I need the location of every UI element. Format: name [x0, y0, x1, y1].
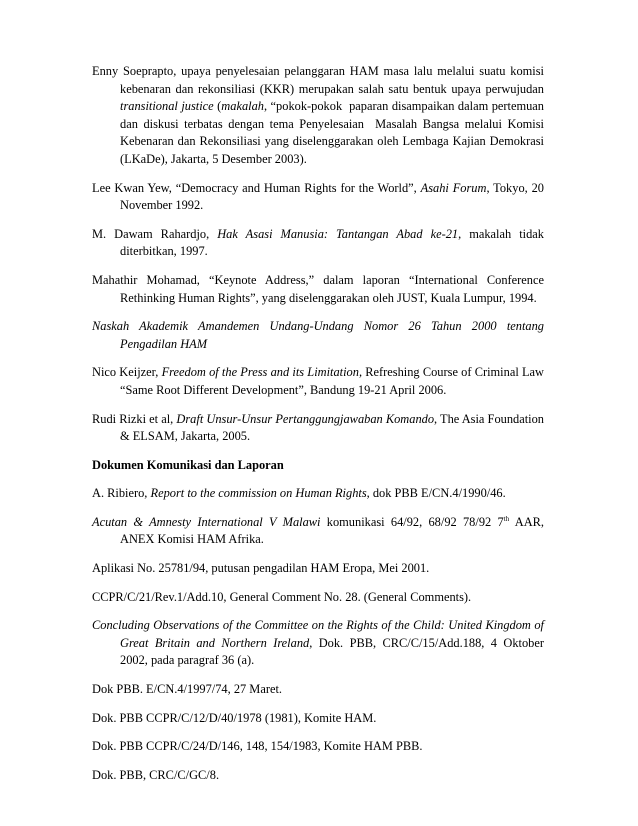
- text-run: , makalah tidak diterbitkan, 1997.: [120, 226, 548, 259]
- italic-text: Asahi Forum: [420, 180, 487, 195]
- reference-entry: [92, 272, 548, 307]
- text-run: M. Dawam Rahardjo,: [92, 226, 218, 241]
- text-run: , “pokok-pokok paparan disampaikan dalam pertemuan dan diskusi terbatas dengan tema Penyelesaian Masalah Bangsa melalui Komisi Kebenaran dan Rekonsiliasi yang diselenggarakan oleh Lembaga Kajian Demokrasi (LKaDe), Jakarta, 5 Desember 2003).: [120, 99, 548, 166]
- document-entry: [92, 738, 544, 756]
- document-entry: [92, 617, 548, 670]
- text-run: Dok. PBB CCPR/C/24/D/146, 148, 154/1983, Komite HAM PBB.: [92, 739, 423, 754]
- reference-entry: [92, 180, 548, 215]
- superscript-text: th: [503, 514, 510, 523]
- italic-text: Acutan & Amnesty International V Malawi: [92, 514, 321, 529]
- text-run: Mahathir Mohamad, “Keynote Address,” dalam laporan “International Conference Rethinking Human Rights”, yang diselenggarakan oleh JUST, Kuala Lumpur, 1994.: [92, 272, 548, 305]
- document-page: [92, 63, 548, 795]
- reference-list: [92, 63, 548, 446]
- italic-text: Draft Unsur-Unsur Pertanggungjawaban Komando: [176, 411, 435, 426]
- text-run: AAR, ANEX Komisi HAM Afrika.: [120, 514, 547, 547]
- text-run: Aplikasi No. 25781/94, putusan pengadilan HAM Eropa, Mei 2001.: [92, 561, 430, 576]
- text-run: komunikasi 64/92, 68/92 78/92 7: [320, 514, 504, 529]
- italic-text: Naskah Akademik Amandemen Undang-Undang Nomor 26 Tahun 2000 tentang Pengadilan HAM: [92, 319, 548, 351]
- reference-entry: [92, 63, 548, 169]
- text-run: (: [213, 99, 222, 114]
- reference-entry: [92, 226, 548, 261]
- text-run: , The Asia Foundation & ELSAM, Jakarta, 2005.: [120, 411, 548, 444]
- text-run: Enny Soeprapto, upaya penyelesaian pelanggaran HAM masa lalu melalui suatu komisi kebenaran dan rekonsiliasi (KKR) merupakan salah satu bentuk upaya perwujudan: [92, 64, 548, 96]
- italic-text: Report to the commission on Human Rights,: [150, 486, 370, 501]
- document-entry: [92, 485, 544, 503]
- document-entry: [92, 589, 544, 607]
- reference-entry: [92, 364, 548, 399]
- text-run: CCPR/C/21/Rev.1/Add.10, General Comment No. 28. (General Comments).: [92, 589, 472, 604]
- text-run: Dok PBB. E/CN.4/1997/74, 27 Maret.: [92, 682, 282, 697]
- text-run: Rudi Rizki et al,: [92, 411, 177, 426]
- italic-text: transitional justice: [120, 99, 214, 114]
- italic-text: makalah: [221, 99, 264, 114]
- text-run: Lee Kwan Yew, “Democracy and Human Rights for the World”,: [92, 180, 421, 195]
- text-run: Dok. PBB CCPR/C/12/D/40/1978 (1981), Komite HAM.: [92, 710, 377, 725]
- document-entry: [92, 767, 544, 785]
- document-entry: [92, 514, 547, 549]
- reference-entry: [92, 411, 548, 446]
- reference-entry: [92, 318, 548, 353]
- text-run: Nico Keijzer,: [92, 365, 162, 380]
- document-list: [92, 485, 548, 784]
- text-run: , Tokyo, 20 November 1992.: [120, 180, 548, 213]
- text-run: Dok. PBB, CRC/C/GC/8.: [92, 767, 220, 782]
- text-run: A. Ribiero,: [92, 486, 151, 501]
- text-run: , Dok. PBB, CRC/C/15/Add.188, 4 Oktober 2002, pada paragraf 36 (a).: [120, 635, 548, 668]
- section-heading: Dokumen Komunikasi dan Laporan: [92, 457, 284, 472]
- italic-text: Concluding Observations of the Committee on the Rights of the Child: United Kingdom of Great Britain and Northern Ireland: [92, 618, 548, 650]
- document-entry: [92, 560, 544, 578]
- italic-text: Freedom of the Press and its Limitation,: [161, 365, 363, 380]
- text-run: dok PBB E/CN.4/1990/46.: [369, 486, 506, 501]
- document-entry: [92, 681, 544, 699]
- italic-text: Hak Asasi Manusia: Tantangan Abad ke-21: [217, 226, 459, 241]
- document-entry: [92, 710, 544, 728]
- text-run: Refreshing Course of Criminal Law “Same Root Different Development”, Bandung 19-21 April 2006.: [120, 365, 548, 397]
